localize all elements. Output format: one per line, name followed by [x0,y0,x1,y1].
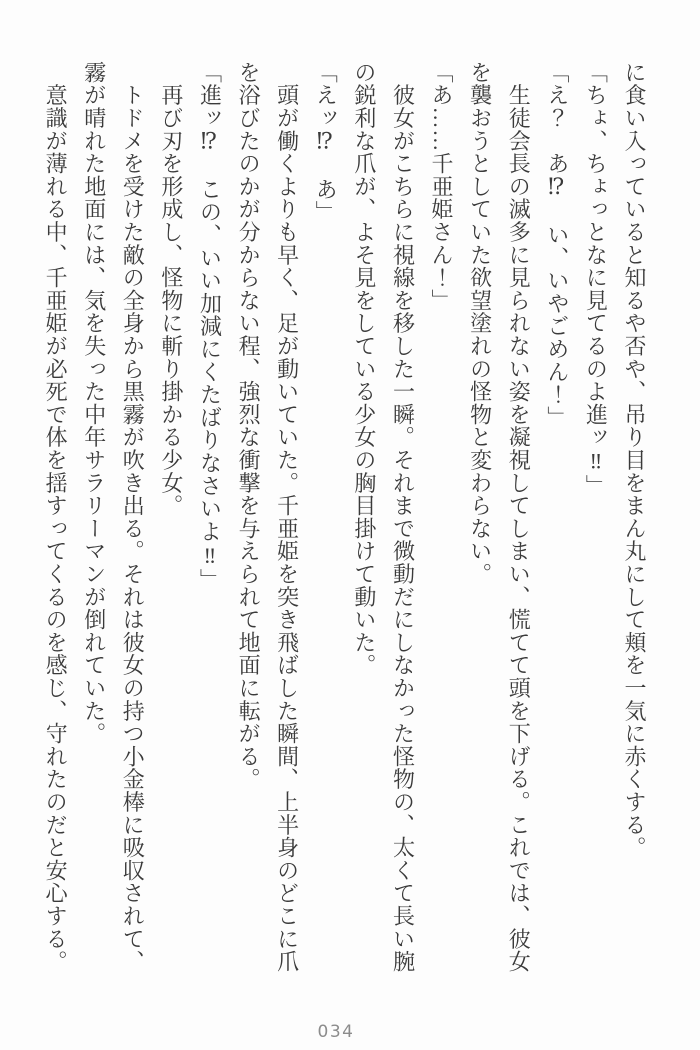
text-line: の鋭利な爪が、よそ見をしている少女の胸目掛けて動いた。 [351,61,377,677]
text-line: 「えッ⁉ あ」 [313,61,339,224]
text-line: を襲おうとしていた欲望塗れの怪物と変わらない。 [467,61,493,586]
text-line: に食い入っていると知るや否や、吊り目をまん丸にして頬を一気に赤くする。 [622,61,647,859]
text-line: 彼女がこちらに視線を移した一瞬。それまで微動だにしなかった怪物の、太くて長い腕 [390,61,416,973]
text-line: を浴びたのかが分からない程、強烈な衝撃を与えられて地面に転がる。 [236,61,262,791]
text-line: 「え？ あ⁉ い、いやごめん！」 [544,61,570,429]
text-line: トドメを受けた敵の全身から黒霧が吹き出る。それは彼女の持つ小金棒に吸収されて、 [120,61,146,973]
text-line: 生徒会長の滅多に見られない姿を凝視してしまい、慌てて頭を下げる。これでは、彼女 [506,61,532,973]
novel-text-block [36,61,654,981]
text-line: 「ちょ、ちょっとなに見てるのよ進ッ‼」 [583,61,609,498]
text-line: 「あ……千亜姫さん！」 [429,61,455,312]
text-line: 頭が働くよりも早く、足が動いていた。千亜姫を突き飛ばした瞬間、上半身のどこに爪 [274,61,300,973]
text-line: 再び刃を形成し、怪物に斬り掛かる少女。 [158,61,184,517]
text-line: 意識が薄れる中、千亜姫が必死で体を揺すってくるのを感じ、守れたのだと安心する。 [43,61,69,973]
text-line: 霧が晴れた地面には、気を失った中年サラリーマンが倒れていた。 [81,61,107,745]
text-line: 「進ッ⁉ この、いい加減にくたばりなさいよ‼」 [197,61,223,592]
page-number: 034 [317,1022,355,1042]
